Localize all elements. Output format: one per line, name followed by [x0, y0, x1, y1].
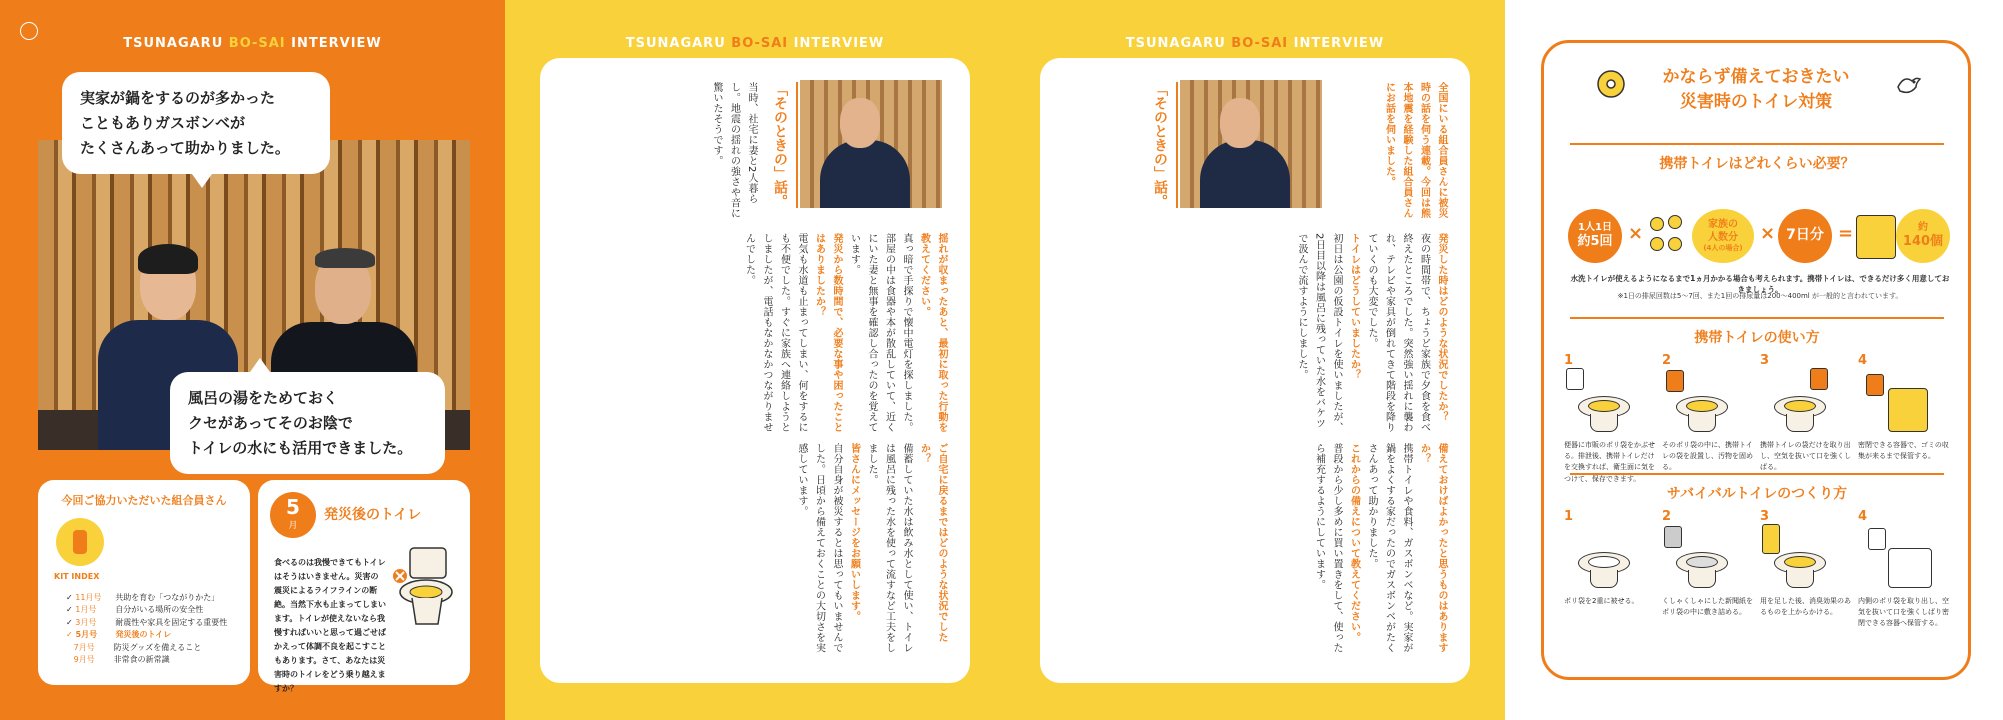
kit-index-list — [66, 592, 227, 666]
section-title: 「そのときの」話。 — [1150, 82, 1178, 208]
series-header: TSUNAGARU BO-SAI INTERVIEW — [1125, 36, 1385, 51]
spread-panel-3 — [1005, 0, 1505, 720]
section-how-many: 携帯トイレはどれくらい必要？ — [1570, 143, 1944, 173]
month-topic-card — [258, 480, 470, 693]
quote-bubble-bottom: 風呂の湯をためておく クセがあってそのお陰で トイレの水にも活用できました。 — [170, 372, 445, 474]
spread-panel-2 — [505, 0, 1005, 720]
note-main: 水洗トイレが使えるようになるまで1ヵ月かかる場合も考えられます。携帯トイレは、できるだけ多く用意しておきましょう。 — [1570, 274, 1950, 294]
kit-index-item: 7月号 防災グッズを備えること — [73, 642, 202, 652]
answer-block-1: 揺れが収まったあと、最初に取った行動を教えてください。 真っ暗で手探りで懐中電灯を探しました。部屋の中は食器や本が散乱していて、近くにいた妻と無事を確認し合ったのを覚えています。 発災から数時間で、必要な事や困ったことはありましたか？ 電気も水道も止まってしまい、何をするにも不便でした。すぐに家族へ連絡しようとしましたが、電話もなかなかつながりませんでした。 — [743, 233, 947, 433]
kit-index-label: KIT INDEX — [54, 572, 100, 581]
month-topic-title: 発災後のトイレ — [324, 507, 422, 523]
section-title: 「そのときの」話。 — [770, 82, 798, 208]
answer-block-1: 発災した時はどのような状況でしたか？ 夜の時間帯で、ちょうど家族で夕食を食べ終えたところでした。突然強い揺れに襲われ、テレビや家具が倒れてきて階段を降りていくのも大変でした。 トイレはどうしていましたか？ 初日は公園の仮設トイレを使いましたが、2日目以降は風呂に残っていた水をバケツで汲んで流すようにしました。 — [1296, 233, 1447, 433]
toilet-bags-icon — [1856, 215, 1896, 259]
interview-page-2 — [1040, 58, 1470, 683]
kit-index-item: ✓ 1月号 自分がいる場所の安全性 — [66, 605, 204, 615]
make-step-1: 1 ポリ袋を2重に被せる。 — [1564, 509, 1639, 605]
multiply-icon: × — [1760, 223, 1776, 244]
use-step-1: 1 便器に市販のポリ袋をかぶせる。排泄後、携帯トイレだけを交換すれば、衛生面に気をつけて、保存できます。 — [1564, 353, 1655, 483]
multiply-icon: × — [1628, 223, 1644, 244]
make-step-2: 2 くしゃくしゃにした新聞紙をポリ袋の中に敷き詰める。 — [1662, 509, 1753, 617]
intro-column: 当時、社宅に妻と2人暮らし。地震の揺れの強さや音に驚いたそうです。 — [711, 82, 757, 219]
month-badge: 5 月 — [270, 492, 316, 538]
quantity-formula — [1564, 205, 1954, 265]
use-step-4: 4 密閉できる容器で、ゴミの収集が来るまで保管する。 — [1858, 353, 1949, 461]
answer-block-2: ご自宅に戻るまではどのような状況でしたか？ 備蓄していた水は飲み水として使い、トイレは風呂に残った水を使って流すなど工夫をしました。 皆さんにメッセージをお願いします。 自分自身が被災するとは思ってもいませんでした。日頃から備えておくことの大切さを実感しています。 — [796, 443, 947, 653]
formula-days: 7日分 — [1778, 209, 1832, 263]
kit-card-title: 今回ご協力いただいた組合員さん — [61, 494, 227, 507]
section-how-to-use: 携帯トイレの使い方 — [1570, 317, 1944, 347]
intro-column: 全国にいる組合員さんに被災時の話を伺う連載。今回は熊本地震を経験した組合員さんにお話を伺いました。 — [1383, 82, 1447, 219]
guide-title: かならず備えておきたい 災害時のトイレ対策 — [1662, 67, 1850, 112]
interviewee-photo — [800, 80, 942, 208]
interviewee-photo — [1180, 80, 1322, 208]
quote-bubble-top: 実家が鍋をするのが多かった こともありガスボンベが たくさんあって助かりました。 — [62, 72, 330, 174]
family-icon — [1646, 211, 1698, 263]
use-step-2: 2 そのポリ袋の中に、携帯トイレの袋を設置し、汚物を固める。 — [1662, 353, 1753, 472]
spread-panel-4 — [1505, 0, 2003, 720]
spread-panel-1 — [0, 0, 505, 720]
kit-mascot-icon — [56, 518, 104, 566]
answer-block-2: 備えておけばよかったと思うものはありますか？ 携帯トイレや食料、ガスボンベなど。実家が鍋をよくする家だったのでガスボンベがたくさんあって助かりました。 これからの備えについて教えてください。 普段から少し多めに買い置きをして、使ったら補充するようにしています。 — [1313, 443, 1447, 653]
equals-icon: = — [1838, 223, 1854, 244]
series-header: TSUNAGARU BO-SAI INTERVIEW — [625, 36, 885, 51]
toilet-guide-frame — [1541, 40, 1971, 680]
kit-index-item: ✓ 3月号 耐震性や家具を固定する重要性 — [66, 617, 228, 627]
series-header: TSUNAGARU BO-SAI INTERVIEW — [123, 36, 382, 51]
formula-family: 家族の 人数分 (4人の場合) — [1692, 209, 1754, 263]
kit-index-item: 9月号 非常食の新常識 — [73, 654, 170, 664]
kit-index-item-current: ✓ 5月号 発災後のトイレ — [66, 630, 172, 640]
section-survival-toilet: サバイバルトイレのつくり方 — [1570, 473, 1944, 503]
kit-index-item: ✓ 11月号 共助を育む「つながりかた」 — [66, 593, 220, 602]
make-step-3: 3 用を足した後、消臭効果のあるものを上からかける。 — [1760, 509, 1851, 617]
formula-per-day: 1人1日 約5回 — [1568, 209, 1622, 263]
make-step-4: 4 内側のポリ袋を取り出し、空気を抜いて口を強くしばり密閉できる容器へ保管する。 — [1858, 509, 1949, 628]
note-footnote: ※1日の排尿回数は5〜7回、また1回の排尿量は200〜400ml が一般的と言われています。 — [1617, 292, 1903, 300]
month-topic-body: 食べるのは我慢できてもトイレはそうはいきません。災害の震災によるライフラインの断絶。当然下水も止まってしまいます。トイレが使えないなら我慢すればいいと思って過ごせばかえって体調不良を起こすこともあります。さて、あなたは災害時のトイレをどう乗り越えますか？ — [274, 558, 386, 693]
interview-page-1 — [540, 58, 970, 683]
use-step-3: 3 携帯トイレの袋だけを取り出し、空気を抜いて口を強くしばる。 — [1760, 353, 1851, 472]
toilet-icon — [392, 546, 456, 628]
kit-index-card — [38, 480, 250, 685]
formula-total: 約 140個 — [1896, 209, 1950, 263]
